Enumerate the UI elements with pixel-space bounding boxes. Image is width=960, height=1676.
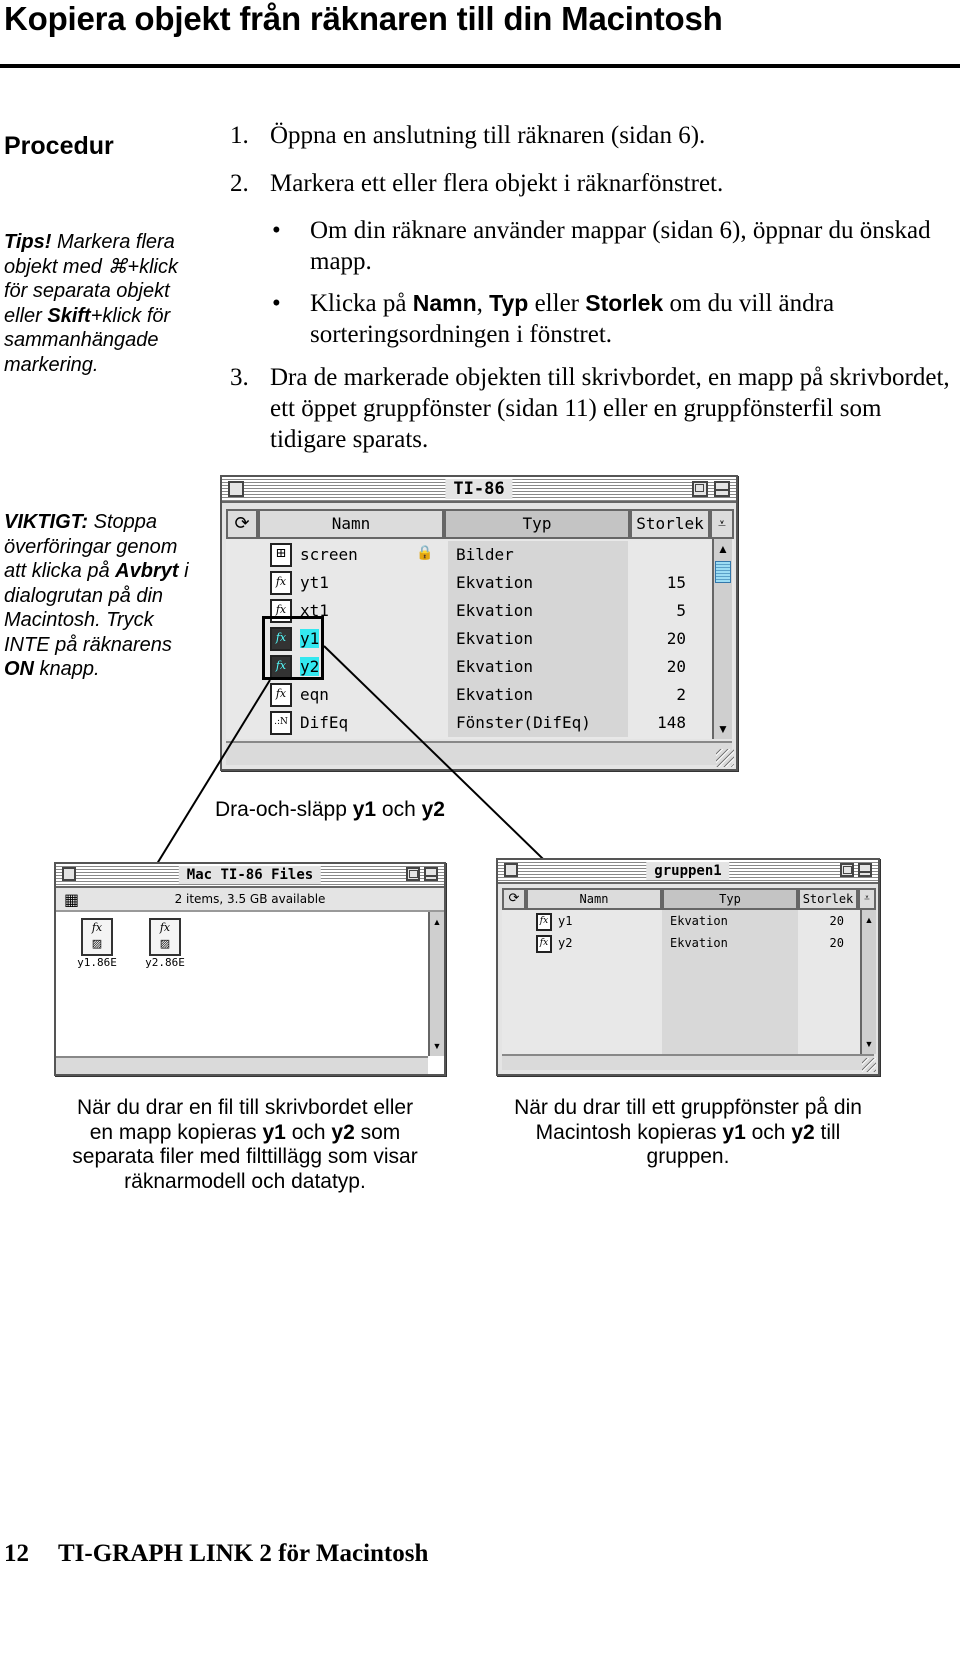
item-size: 5: [676, 601, 686, 620]
fx-icon: fx: [536, 935, 552, 953]
important-text-3: knapp.: [34, 658, 100, 680]
item-type: Ekvation: [448, 625, 628, 653]
zoom-box-icon[interactable]: [840, 863, 854, 877]
size-column-header[interactable]: Storlek: [798, 888, 858, 910]
group-window-titlebar[interactable]: [498, 860, 878, 884]
procedure-label: Procedur: [4, 132, 114, 160]
list-item[interactable]: [502, 934, 858, 954]
size-column-header[interactable]: Storlek: [630, 509, 710, 539]
scroll-up-arrow-icon[interactable]: ▲: [432, 917, 442, 927]
bullet-dot: •: [272, 290, 281, 317]
tips-heading: Tips!: [4, 231, 52, 253]
item-type: Ekvation: [448, 681, 628, 709]
fx-icon: fx: [270, 655, 292, 679]
caption-desktop: När du drar en fil till skrivbordet eller en mapp kopieras y1 och y2 som separata filer med filttillägg som visar räknarmodell och datatyp.: [72, 1096, 418, 1193]
step-text: Öppna en anslutning till räknaren (sidan 6).: [270, 122, 706, 149]
step-number: 1.: [230, 122, 249, 149]
vertical-scrollbar[interactable]: [860, 910, 876, 1054]
horizontal-scrollbar[interactable]: [56, 1056, 428, 1074]
bullet-dot: •: [272, 217, 281, 244]
fx-icon: fx: [270, 627, 292, 651]
fx-icon: fx: [270, 571, 292, 595]
item-name: eqn: [300, 685, 329, 704]
scroll-down-arrow-icon[interactable]: ▼: [432, 1041, 442, 1051]
important-text-1: Stoppa överföringar genom att klicka på: [4, 511, 178, 582]
refresh-icon[interactable]: ⟳: [226, 509, 258, 539]
item-size: 20: [829, 936, 844, 950]
list-item[interactable]: [502, 912, 858, 932]
item-name: yt1: [300, 573, 329, 592]
step-number: 3.: [230, 364, 249, 391]
window-title: gruppen1: [646, 862, 729, 880]
vertical-scrollbar[interactable]: [428, 912, 444, 1056]
fx-icon: fx: [536, 913, 552, 931]
file-name: y2.86E: [145, 956, 185, 969]
difeq-icon: .:N: [270, 711, 292, 735]
desktop-file[interactable]: [70, 918, 124, 969]
close-box-icon[interactable]: [504, 863, 518, 877]
page-footer: [4, 1540, 428, 1568]
footer-text: TI-GRAPH LINK 2 för Macintosh: [58, 1540, 429, 1567]
item-type: Bilder: [448, 541, 628, 569]
scroll-up-arrow-icon[interactable]: ▲: [864, 915, 874, 925]
item-size: 20: [666, 657, 686, 676]
sort-direction-icon[interactable]: ⩡: [710, 509, 734, 539]
item-name: screen: [300, 545, 358, 564]
tips-text-1: Markera flera objekt med ⌘+klick för separata objekt eller: [4, 231, 178, 327]
file-name: y1.86E: [77, 956, 117, 969]
window-title: TI-86: [445, 479, 512, 499]
step-text: Dra de markerade objekten till skrivbordet, en mapp på skrivbordet, ett öppet gruppfönster (sidan 11) eller en gruppfönsterfil som tidigare sparats.: [270, 364, 950, 453]
finder-window-titlebar[interactable]: [56, 864, 444, 888]
resize-grip-icon[interactable]: [862, 1058, 876, 1072]
fx-icon: fx: [270, 599, 292, 623]
finder-window: [54, 862, 446, 1076]
bullet-text: Om din räknare använder mappar (sidan 6), öppnar du önskad mapp.: [310, 217, 931, 275]
scroll-down-arrow-icon[interactable]: ▼: [717, 722, 729, 736]
group-list: [502, 888, 876, 1054]
desktop-file[interactable]: [138, 918, 192, 969]
item-size: 15: [666, 573, 686, 592]
horizontal-scrollbar[interactable]: [502, 1054, 874, 1070]
step-text: Markera ett eller flera objekt i räknarfönstret.: [270, 170, 724, 197]
fx-icon: fx: [270, 683, 292, 707]
item-type: Ekvation: [448, 569, 628, 597]
item-type: Ekvation: [670, 914, 728, 928]
type-column-header[interactable]: Typ: [444, 509, 630, 539]
status-text: 2 items, 3.5 GB available: [174, 892, 326, 906]
item-name: xt1: [300, 601, 329, 620]
finder-status-bar: [56, 888, 444, 912]
group-window: [496, 858, 880, 1076]
list-view-icon[interactable]: ▦: [64, 890, 80, 909]
type-column-header[interactable]: Typ: [662, 888, 798, 910]
item-type: Ekvation: [448, 597, 628, 625]
item-name: y2: [300, 657, 320, 676]
zoom-box-icon[interactable]: [406, 867, 420, 881]
page-title: Kopiera objekt från räknaren till din Macintosh: [4, 0, 723, 37]
name-column-header[interactable]: Namn: [526, 888, 662, 910]
important-cancel: Avbryt: [115, 560, 179, 582]
item-type: Ekvation: [448, 653, 628, 681]
drag-drop-label: Dra-och-släpp y1 och y2: [215, 798, 445, 821]
step-number: 2.: [230, 170, 249, 197]
page-number: 12: [4, 1540, 29, 1567]
important-on-key: ON: [4, 658, 34, 680]
important-text-2: i dialogrutan på din Macintosh. Tryck INTE på räknarens: [4, 560, 189, 656]
item-type: Fönster(DifEq): [448, 709, 628, 737]
item-type: Ekvation: [670, 936, 728, 950]
tips-text-2: +klick för sammanhängade markering.: [4, 304, 171, 376]
picture-icon: ⊞: [270, 543, 292, 567]
item-name: y1: [558, 914, 573, 928]
refresh-icon[interactable]: ⟳: [502, 888, 526, 910]
scroll-up-arrow-icon[interactable]: ▲: [717, 542, 729, 556]
item-size: 20: [666, 629, 686, 648]
close-box-icon[interactable]: [62, 867, 76, 881]
collapse-box-icon[interactable]: [858, 863, 872, 877]
caption-group: När du drar till ett gruppfönster på din Macintosh kopieras y1 och y2 till gruppen.: [514, 1096, 862, 1168]
tips-key-shift: Skift: [47, 304, 91, 327]
bullet-text: Klicka på Namn, Typ eller Storlek om du vill ändra sorteringsordningen i fönstret.: [310, 290, 835, 348]
item-name: DifEq: [300, 713, 349, 732]
equation-file-icon: fx ▨: [149, 918, 181, 956]
item-size: 20: [829, 914, 844, 928]
collapse-box-icon[interactable]: [424, 867, 438, 881]
window-title: Mac TI-86 Files: [179, 866, 321, 884]
item-size: 148: [657, 713, 686, 732]
item-name: y2: [558, 936, 573, 950]
item-size: 2: [676, 685, 686, 704]
important-heading: VIKTIGT:: [4, 511, 89, 533]
sort-direction-icon[interactable]: ⩡: [858, 888, 876, 910]
equation-file-icon: fx ▨: [81, 918, 113, 956]
item-name: y1: [300, 629, 320, 648]
scroll-down-arrow-icon[interactable]: ▼: [864, 1039, 874, 1049]
lock-icon: 🔒: [416, 545, 434, 561]
name-column-header[interactable]: Namn: [258, 509, 444, 539]
